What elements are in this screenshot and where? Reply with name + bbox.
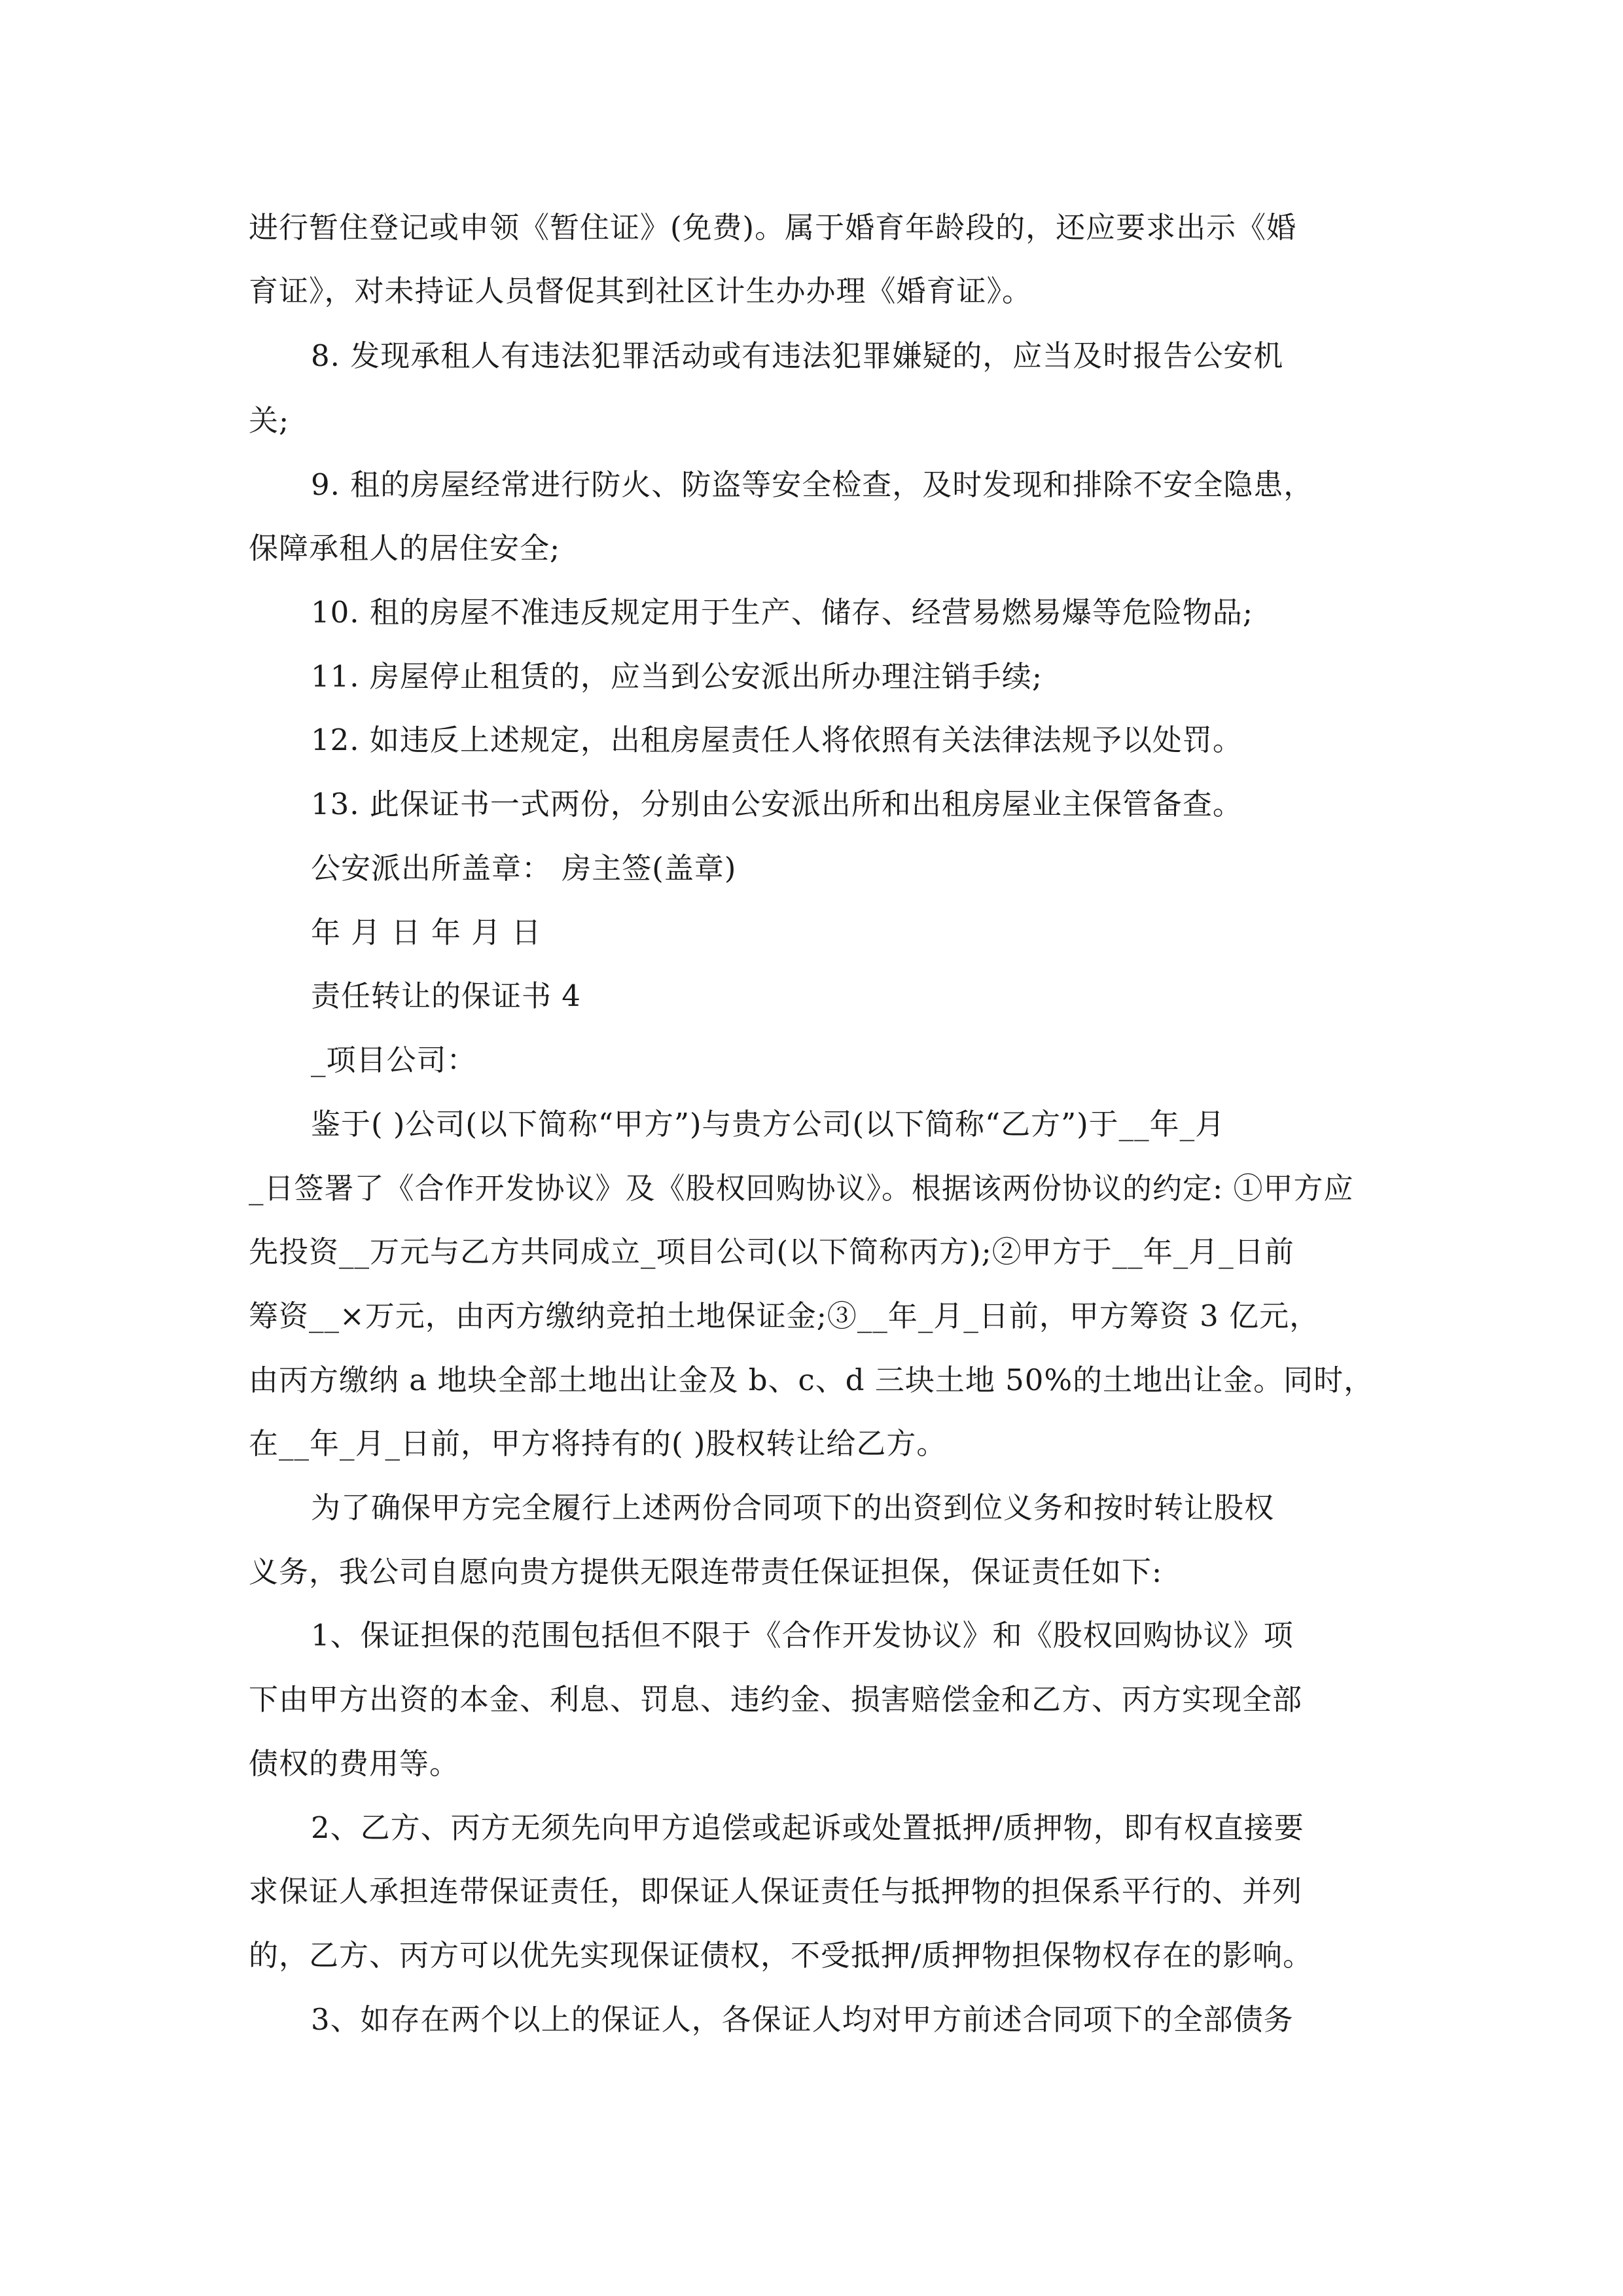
text-line: 债权的费用等。: [249, 1746, 460, 1781]
text-line: 义务，我公司自愿向贵方提供无限连带责任保证担保，保证责任如下:: [249, 1554, 1163, 1589]
text-line: 8. 发现承租人有违法犯罪活动或有违法犯罪嫌疑的，应当及时报告公安机: [311, 338, 1284, 373]
text-line: 9. 租的房屋经常进行防火、防盗等安全检查，及时发现和排除不安全隐患，: [311, 467, 1314, 502]
text-line: 10. 租的房屋不准违反规定用于生产、储存、经营易燃易爆等危险物品;: [311, 595, 1254, 630]
text-line: 12. 如违反上述规定，出租房屋责任人将依照有关法律法规予以处罚。: [311, 723, 1243, 757]
text-line: 公安派出所盖章： 房主签(盖章): [311, 851, 737, 886]
text-line: 下由甲方出资的本金、利息、罚息、违约金、损害赔偿金和乙方、丙方实现全部: [249, 1682, 1303, 1717]
section-heading: 责任转让的保证书 4: [311, 978, 581, 1013]
text-line: 3、如存在两个以上的保证人，各保证人均对甲方前述合同项下的全部债务: [311, 2002, 1294, 2037]
text-line: 鉴于( )公司(以下简称“甲方”)与贵方公司(以下简称“乙方”)于__年_月: [311, 1107, 1226, 1141]
text-line: 进行暂住登记或申领《暂住证》(免费)。属于婚育年龄段的，还应要求出示《婚: [249, 210, 1297, 245]
text-line: 关;: [249, 403, 290, 438]
text-line: 在__年_月_日前，甲方将持有的( )股权转让给乙方。: [249, 1426, 947, 1461]
text-line: 2、乙方、丙方无须先向甲方追偿或起诉或处置抵押/质押物，即有权直接要: [311, 1810, 1304, 1845]
text-line: 为了确保甲方完全履行上述两份合同项下的出资到位义务和按时转让股权: [311, 1490, 1275, 1525]
text-line: _日签署了《合作开发协议》及《股权回购协议》。根据该两份协议的约定: ①甲方应: [249, 1171, 1354, 1206]
text-line: 求保证人承担连带保证责任，即保证人保证责任与抵押物的担保系平行的、并列: [249, 1874, 1303, 1909]
text-line: 由丙方缴纳 a 地块全部土地出让金及 b、c、d 三块土地 50%的土地出让金。同时，: [249, 1363, 1374, 1397]
text-line: 年 月 日 年 月 日: [311, 915, 542, 950]
text-line: 的，乙方、丙方可以优先实现保证债权，不受抵押/质押物担保物权存在的影响。: [249, 1938, 1313, 1973]
text-line: 11. 房屋停止租赁的，应当到公安派出所办理注销手续;: [311, 659, 1043, 694]
text-line: 筹资__×万元，由丙方缴纳竞拍土地保证金;③__年_月_日前，甲方筹资 3 亿元，: [249, 1299, 1320, 1333]
text-line: 保障承租人的居住安全;: [249, 531, 561, 565]
text-line: 先投资__万元与乙方共同成立_项目公司(以下简称丙方);②甲方于__年_月_日前: [249, 1234, 1294, 1269]
text-line: 1、保证担保的范围包括但不限于《合作开发协议》和《股权回购协议》项: [311, 1618, 1294, 1653]
text-line: 13. 此保证书一式两份，分别由公安派出所和出租房屋业主保管备查。: [311, 787, 1243, 821]
text-line: 育证》，对未持证人员督促其到社区计生办办理《婚育证》。: [249, 274, 1033, 308]
text-line: _项目公司：: [311, 1043, 477, 1077]
